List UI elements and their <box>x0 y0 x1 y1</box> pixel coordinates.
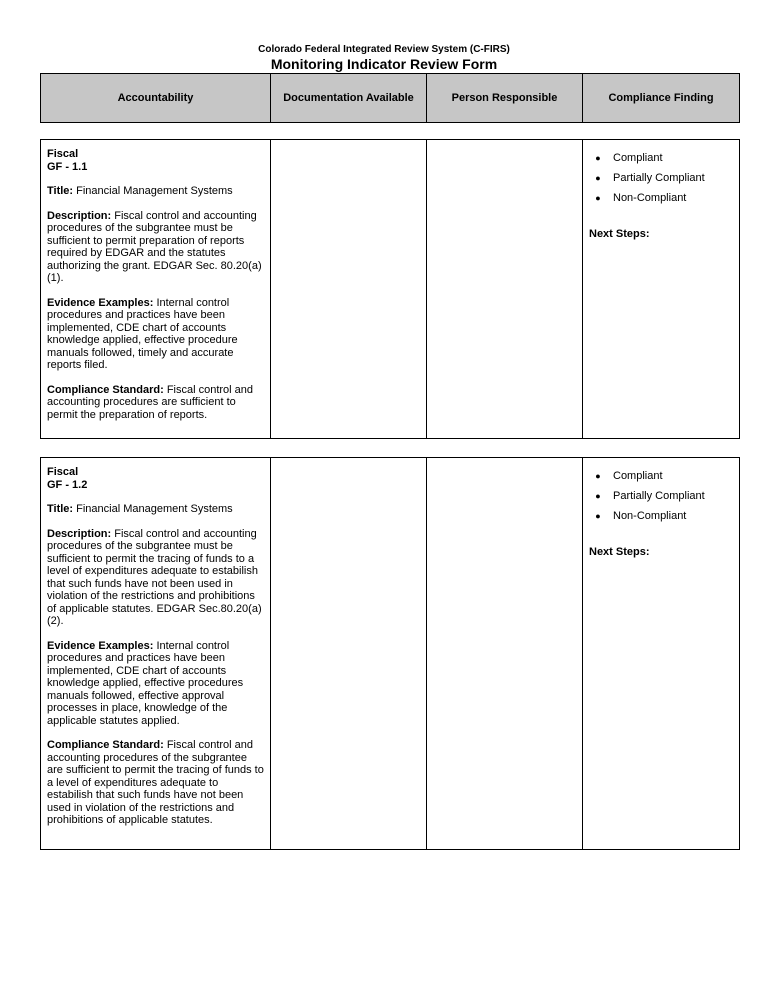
indicator-category: Fiscal <box>47 466 79 478</box>
indicator-evidence: Evidence Examples: Internal control procedures and practices have been implemented, CDE chart of accounts knowledge applied, effective procedures manuals followed, effective approval processes in place, knowledge of the applicable statutes applied. <box>47 639 244 727</box>
option-compliant[interactable]: ● Compliant <box>583 466 739 486</box>
indicator-row <box>40 457 740 850</box>
table-header <box>40 73 740 123</box>
next-steps-label: Next Steps: <box>589 228 650 240</box>
indicator-standard: Compliance Standard: Fiscal control and accounting procedures of the subgrantee are sufficient to permit the tracing of funds to a level of expenditures adequate to estabilish that such funds have not been used in violation of the restrictions and prohibitions of applicable statutes. <box>47 739 264 826</box>
indicator-category: Fiscal <box>47 148 79 160</box>
accountability-cell <box>41 140 271 438</box>
next-steps-label: Next Steps: <box>589 546 650 558</box>
bullet-icon: ● <box>595 173 601 183</box>
indicator-description: Description: Fiscal control and accounting procedures of the subgrantee must be sufficient to permit preparation of reports required by EDGAR and the statutes authorizing the grant. EDGAR Sec. 80.20(a)(1). <box>47 209 262 284</box>
finding-cell <box>583 140 739 438</box>
column-header-documentation: Documentation Available <box>271 74 427 122</box>
system-name: Colorado Federal Integrated Review System (C-FIRS) <box>258 44 510 55</box>
indicator-title: Title: Financial Management Systems <box>47 185 233 197</box>
bullet-icon: ● <box>595 471 601 481</box>
indicator-code: GF - 1.2 <box>47 478 88 491</box>
documentation-input[interactable] <box>271 458 427 849</box>
option-partially-compliant[interactable]: ● Partially Compliant <box>583 168 739 188</box>
option-partially-compliant[interactable]: ● Partially Compliant <box>583 486 739 506</box>
option-non-compliant[interactable]: ● Non-Compliant <box>583 506 739 526</box>
person-responsible-input[interactable] <box>427 140 583 438</box>
form-title: Monitoring Indicator Review Form <box>270 56 498 72</box>
bullet-icon: ● <box>595 153 601 163</box>
column-header-finding: Compliance Finding <box>608 92 714 104</box>
indicator-row <box>40 139 740 439</box>
option-non-compliant[interactable]: ● Non-Compliant <box>583 188 739 208</box>
option-compliant[interactable]: ● Compliant <box>583 148 739 168</box>
bullet-icon: ● <box>595 491 601 501</box>
bullet-icon: ● <box>595 511 601 521</box>
column-header-person: Person Responsible <box>427 74 583 122</box>
indicator-evidence: Evidence Examples: Internal control procedures and practices have been implemented, CDE chart of accounts knowledge applied, effective procedure manuals followed, timely and accurate reports filed. <box>47 296 238 371</box>
indicator-description: Description: Fiscal control and accounting procedures of the subgrantee must be sufficient to permit the tracing of funds to a level of expenditures adequate to estabilish that such funds have not been used in violation of the restrictions and prohibitions of applicable statutes. EDGAR Sec.80.20(a)(2). <box>47 527 262 627</box>
indicator-title: Title: Financial Management Systems <box>47 503 233 515</box>
bullet-icon: ● <box>595 193 601 203</box>
indicator-code: GF - 1.1 <box>47 160 88 173</box>
accountability-cell <box>41 458 271 849</box>
person-responsible-input[interactable] <box>427 458 583 849</box>
indicator-standard: Compliance Standard: Fiscal control and accounting procedures are sufficient to permit the preparation of reports. <box>47 383 254 421</box>
column-header-accountability: Accountability <box>41 74 271 122</box>
documentation-input[interactable] <box>271 140 427 438</box>
finding-cell <box>583 458 739 849</box>
